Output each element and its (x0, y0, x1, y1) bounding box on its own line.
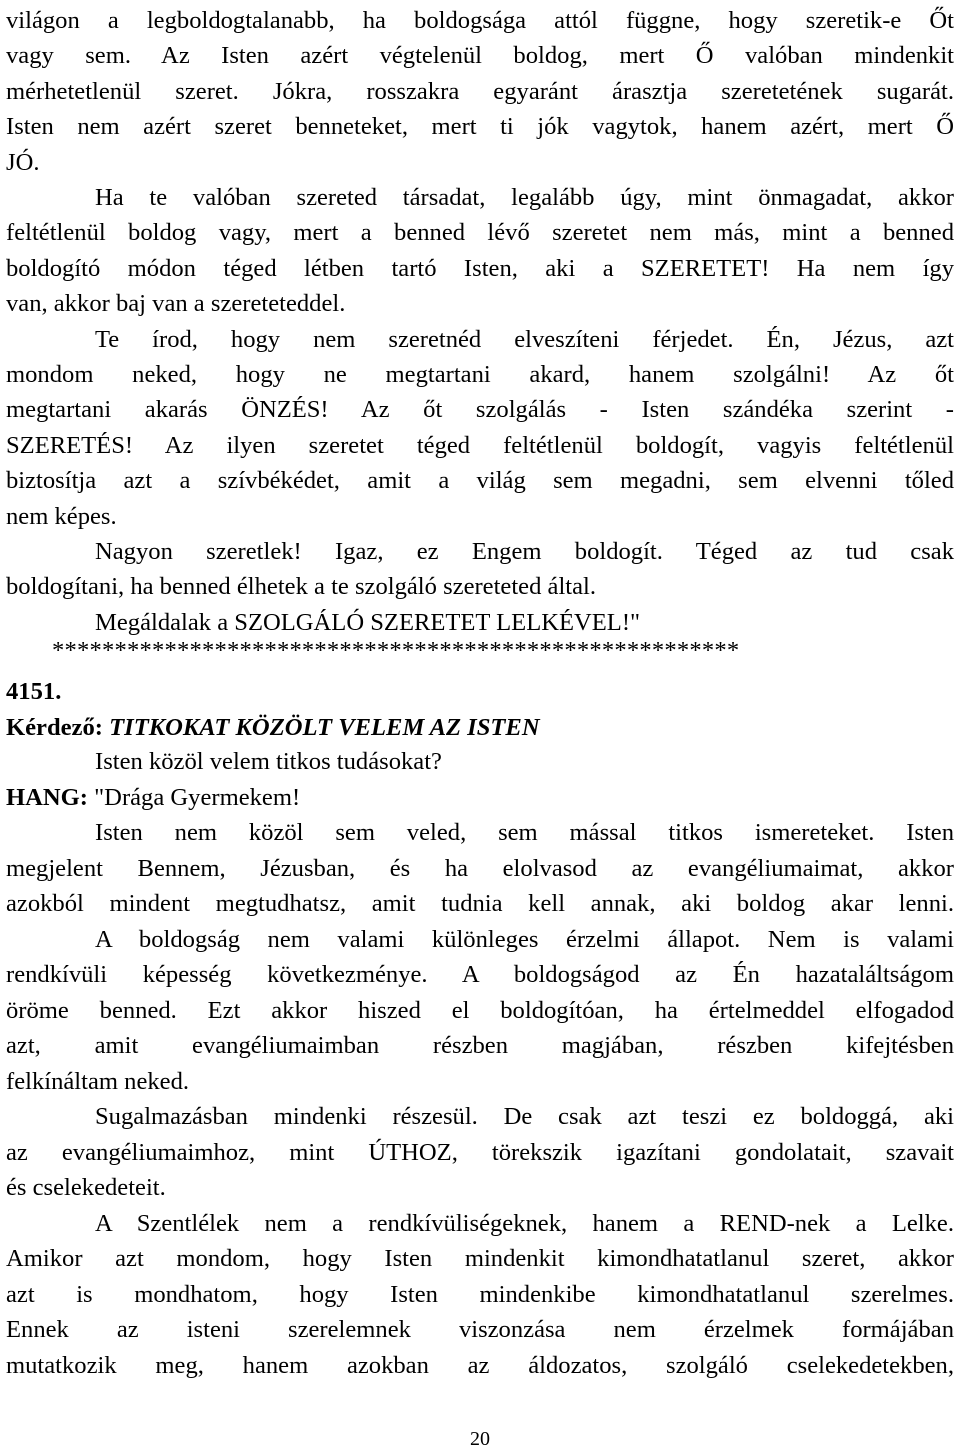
text-line: Isten nem azért szeret benneteket, mert ti jók vagytok, hanem azért, mert Ő (6, 113, 954, 141)
text-line: mutatkozik meg, hanem azokban az áldozatos, szolgáló cselekedetekben, (6, 1351, 954, 1379)
text-line: Nagyon szeretlek! Igaz, ez Engem boldogít. Téged az tud csak (95, 538, 954, 565)
question-heading (6, 710, 954, 745)
text-line: öröme benned. Ezt akkor hiszed el boldogítóan, ha értelmeddel elfogadod (6, 996, 954, 1024)
text-line: Amikor azt mondom, hogy Isten mindenkit kimondhatatlanul szeret, akkor (6, 1245, 954, 1272)
text-line: boldogítani, ha benned élhetek a te szolgáló szereteted által. (6, 573, 597, 601)
text-line: az evangéliumaimhoz, mint ÚTHOZ, törekszik igazítani gondolatait, szavait (6, 1138, 954, 1166)
answer-greeting: "Drága Gyermekem! (94, 784, 301, 811)
text-line: A Szentlélek nem a rendkívüliségeknek, hanem a REND-nek a Lelke. (95, 1209, 954, 1237)
text-line: SZERETÉS! Az ilyen szeretet téged feltétlenül boldogít, vagyis feltétlenül (6, 431, 954, 459)
text-line: világon a legboldogtalanabb, ha boldogsága attól függne, hogy szeretik-e Őt (6, 7, 954, 34)
text-line: mondom neked, hogy ne megtartani akard, hanem szolgálni! Az őt (6, 361, 954, 388)
text-line: megtartani akarás ÖNZÉS! Az őt szolgálás - Isten szándéka szerint - (6, 396, 954, 424)
text-line: JÓ. (6, 148, 40, 176)
text-line: van, akkor baj van a szereteteddel. (6, 290, 346, 318)
text-line: vagy sem. Az Isten azért végtelenül boldog, mert Ő valóban mindenkit (6, 42, 954, 70)
text-line: rendkívüli képesség következménye. A boldogságod az Én hazataláltságom (6, 961, 954, 988)
text-line: Isten nem közöl sem veled, sem mással titkos ismereteket. Isten (95, 819, 954, 846)
question-text: Isten közöl velem titkos tudásokat? (95, 748, 442, 775)
message-number: 4151. (6, 678, 62, 705)
text-line: azt, amit evangéliumaimban részben magjában, részben kifejtésben (6, 1032, 954, 1059)
answer-heading (6, 780, 954, 815)
separator-stars: ******************************************************* (52, 637, 740, 664)
text-line: feltétlenül boldog vagy, mert a benned lévő szeretet nem más, mint a benned (6, 219, 954, 247)
answer-label: HANG: (6, 784, 88, 811)
text-line: mérhetetlenül szeret. Jókra, rosszakra egyaránt árasztja szeretetének sugarát. (6, 77, 954, 105)
question-title: TITKOKAT KÖZÖLT VELEM AZ ISTEN (109, 714, 540, 741)
text-line: nem képes. (6, 502, 117, 530)
text-line: Ha te valóban szereted társadat, legalább úgy, mint önmagadat, akkor (95, 184, 954, 211)
text-line: és cselekedeteit. (6, 1174, 166, 1201)
text-line: azt is mondhatom, hogy Isten mindenkibe kimondhatatlanul szerelmes. (6, 1280, 954, 1308)
text-line: megjelent Bennem, Jézusban, és ha elolvasod az evangéliumaimat, akkor (6, 854, 954, 882)
text-line: A boldogság nem valami különleges érzelmi állapot. Nem is valami (95, 925, 954, 953)
text-line: Megáldalak a SZOLGÁLÓ SZERETET LELKÉVEL!" (95, 608, 641, 636)
page-number: 20 (470, 1428, 490, 1450)
text-line: felkínáltam neked. (6, 1067, 190, 1095)
questioner-label: Kérdező: (6, 714, 103, 741)
text-line: biztosítja azt a szívbékédet, amit a világ sem megadni, sem elvenni tőled (6, 467, 954, 495)
text-line: boldogító módon téged létben tartó Isten, aki a SZERETET! Ha nem így (6, 254, 954, 282)
text-line: Ennek az isteni szerelemnek viszonzása nem érzelmek formájában (6, 1316, 954, 1343)
text-line: Te írod, hogy nem szeretnéd elveszíteni férjedet. Én, Jézus, azt (95, 325, 954, 353)
text-line: Sugalmazásban mindenki részesül. De csak azt teszi ez boldoggá, aki (95, 1103, 954, 1130)
text-line: azokból mindent megtudhatsz, amit tudnia kell annak, aki boldog akar lenni. (6, 890, 954, 917)
